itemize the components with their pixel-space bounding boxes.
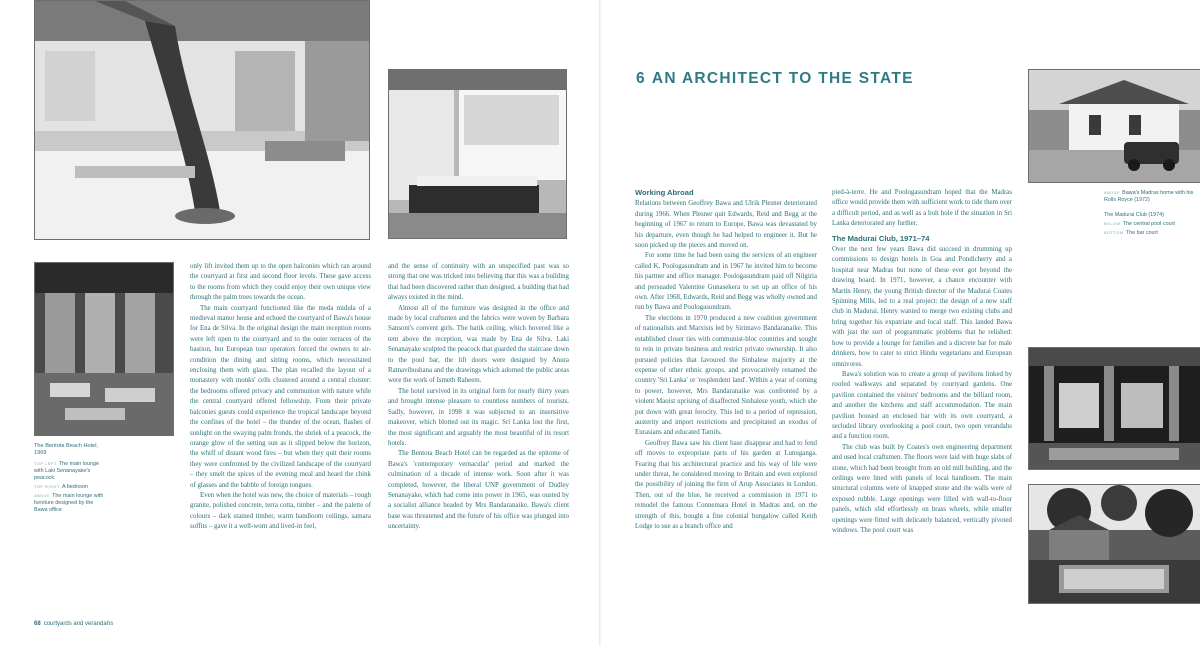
paragraph: The main courtyard functioned like the meda midula of a medieval manor house and echoed the courtyard of Bawa's house for Ena de Silva. In the original design the main reception rooms were left open to the courtyard and to the outer terraces of the bastion, but European tour operators forced the owners to air-condition the dining and sitting rooms, which necessitated enclosing them with glass. The plan recalled the layout of a monastery with monks' cells clustered around a central cloister: the bedrooms offered privacy and communion with nature while the central courtyard offered fellowship. From their private balconies guests could experience the tropical landscape beyond the confines of the hotel – the thunder of the ocean, flashes of sunlight on the swaying palm fronds, the shriek of a peacock, the orange glow of the setting sun as it slipped below the horizon, the whiff of distant wood fires – but when they quit their rooms they were confronted by the civilized landscape of the courtyard – they smelt the spices of the evening meal and heard the chink of glasses and the babble of foreign tongues.: [190, 304, 371, 489]
right-text-column-1: [635, 188, 817, 544]
caption-title: The Bentota Beach Hotel, 1969: [34, 443, 99, 456]
paragraph: only lift invited them up to the open balconies which ran around the courtyard at first and second floor levels. These gave access to the rooms from which they could enjoy their own unique view through the palm trees towards the ocean.: [190, 263, 371, 302]
photo-main-lounge-peacock: [34, 0, 370, 240]
left-text-column-2: [388, 262, 569, 542]
page-number: 68: [34, 621, 41, 627]
paragraph: The Bentota Beach Hotel can be regarded as the epitome of Bawa's 'contemporary vernacular' period and marked the culmination of a decade of intense work. Soon after it was completed, however, the liberal UNP government of Dudley Senanayake, which had come into power in 1965, was ousted by a socialist alliance headed by Mrs Bandaranaike. Bawa's client base was threatened and the future of his office was plunged into uncertainty.: [388, 450, 569, 531]
chapter-heading: [636, 70, 914, 88]
caption-item: ABOVE Bawa's Madras home with his Rolls Royce (1972): [1104, 190, 1194, 203]
photo-central-pool-court: [1028, 347, 1200, 470]
paragraph: Even when the hotel was new, the choice of materials – rough granite, polished concrete, terra cotta, timber – and the palette of colours – dark stained timber, warm handloom ceilings, samara soffits – gave it a well-worn and lived-in feel,: [190, 491, 371, 531]
chapter-title: AN ARCHITECT TO THE STATE: [651, 70, 914, 87]
caption-item: BOTTOM The bar court: [1104, 230, 1158, 236]
caption-item: BELOW The central pool court: [1104, 221, 1175, 227]
paragraph: Over the next few years Bawa did succeed in drumming up commissions to design hotels in Goa and Pondicherry and a hospital near Madras but none of these ever got beyond the drawing board. In 1971, however, a chance encounter with Martin Henry, the young British director of the Madurai Coates Spinning Mills, led to a real project: the design of a new staff club in Madurai. Henry wanted to merge two existing clubs and bring together his expatriate and local staff. This landed Bawa with just the sort of programmatic problems that he relished: how to provide a lounge for families and a discrete bar for male drinkers, how to cater to strict Hindu vegetarians and European omnivores.: [832, 246, 1012, 368]
paragraph: For some time he had been using the services of an engineer called K. Poologasundram and in 1967 he invited him to become his partner and office manager. Poologasundram paid off Nilgiria and persuaded Valentine Gunasekera to set up an office of his own. After 1968, Edwards, Reid and Begg was wholly owned and run by Bawa and Poologasundram.: [635, 252, 817, 312]
section-heading: The Madurai Club, 1971–74: [832, 233, 930, 243]
left-text-column-1: [190, 262, 371, 542]
chapter-number: 6: [636, 70, 646, 87]
right-text-column-2: [832, 188, 1012, 544]
section-name: courtyards and verandahs: [43, 621, 114, 627]
paragraph: and the sense of continuity with an unspecified past was so strong that one was tricked into believing that this was a building that had been discovered rather than designed, a building that had always existed in the mind.: [388, 263, 569, 302]
photo-bedroom: [388, 69, 567, 239]
paragraph: Geoffrey Bawa saw his client base disappear and had to fend off moves to expropriate parts of his garden at Lunuganga. Fearing that his architectural practice and his way of life were under threat, he considered moving to Britain and even explored the possibility of joining the firm of Arup Associates in London. Then, out of the blue, he received a commission in 1971 to remodel the famous Connemara Hotel in Madras and, on the strength of this, bought a fine colonial bungalow called Keith Lodge to use as a branch office and: [635, 439, 817, 530]
paragraph: The hotel survived in its original form for nearly thirty years and brought intense pleasure to countless numbers of tourists. Sadly, however, in 1998 it was subjected to an insensitive makeover, which blotted out its magic. Sri Lanka lost the first, the most significant and arguably the most beautiful of its resort hotels.: [388, 387, 569, 447]
page-folio: [34, 621, 113, 627]
photo-main-lounge-furniture: [34, 262, 174, 436]
page-gutter: [599, 0, 602, 646]
right-photo-caption: [1104, 190, 1200, 239]
caption-item: TOP RIGHT A bedroom: [34, 484, 89, 490]
left-photo-caption: [34, 443, 106, 516]
paragraph: Bawa's solution was to create a group of pavilions linked by roofed walkways and separated by courtyard gardens. One pavilion contained the visitors' bedrooms and the billiard room, and another the kitchens and staff accommodation. The main pavilion housed an enclosed bar with its own courtyard, a secluded library overlooking a pool court, two open verandahs and a function room.: [832, 370, 1012, 441]
paragraph: Relations between Geoffrey Bawa and Ulrik Plesner deteriorated during 1966. When Plesner quit Edwards, Reid and Begg at the beginning of 1967 to return to Europe, Bawa was devastated by his departure, even though he had helped to engineer it. But he soon picked up the pieces and moved on.: [635, 200, 817, 250]
section-heading: Working Abroad: [635, 188, 694, 197]
paragraph: Almost all of the furniture was designed in the office and made by local craftsmen and the fabrics were woven by Barbara Sansoni's convent girls. The batik ceiling, which hovered like a tent above the reception, was made by Ena de Silva. Laki Senanayake sculpted the peacock that guarded the staircase down to the pool bar, the lift doors were designed by Anura Ratnavibushana and the drawings which adorned the public areas were the work of Ismeth Raheem.: [388, 304, 569, 385]
paragraph: pied-à-terre. He and Poologasundram hoped that the Madras office would provide them with sufficient work to tide them over a difficult period, and as well as a bolt hole if the situation in Sri Lanka deteriorated any further.: [832, 189, 1012, 228]
photo-madras-home: [1028, 69, 1200, 183]
caption-item: The Madurai Club (1974): [1104, 212, 1164, 218]
caption-item: ABOVE The main lounge with furniture designed by the Bawa office: [34, 493, 104, 513]
paragraph: The club was built by Coates's own engineering department and used local craftsmen. The floors were laid with huge slabs of stone, which had been brought from an old mill building, and the ceilings were lined with panels of local handloom. The main structural columns were of knapped stone and the walls were of exposed rubble. Large openings were filled with wall-to-floor panels, which slid effortlessly on brass wheels, while smaller openings were fitted with delicately balanced, vertically pivoted windows. The pool court was: [832, 443, 1012, 534]
photo-bar-court: [1028, 484, 1200, 604]
paragraph: The elections in 1970 produced a new coalition government of nationalists and Marxists led by Sirimavo Bandaranaike. This established closer ties with communist-bloc countries and sought to rein in private business and restrict private ownership. It also pursued policies that favoured the Sinhalese majority at the expense of other ethnic groups, and provocatively renamed the country 'Sri Lanka' or 'resplendent land'. Within a year of coming to power, however, Mrs Bandaranaike was confronted by a violent Maoist uprising of disaffected Sinhalese youth, which she put down with great ferocity. This led to a period of repression, austerity and import restrictions and precipitated an exodus of Eurasians and educated Tamils.: [635, 314, 817, 437]
caption-item: TOP LEFT The main lounge with Laki Senanayake's peacock: [34, 461, 99, 481]
